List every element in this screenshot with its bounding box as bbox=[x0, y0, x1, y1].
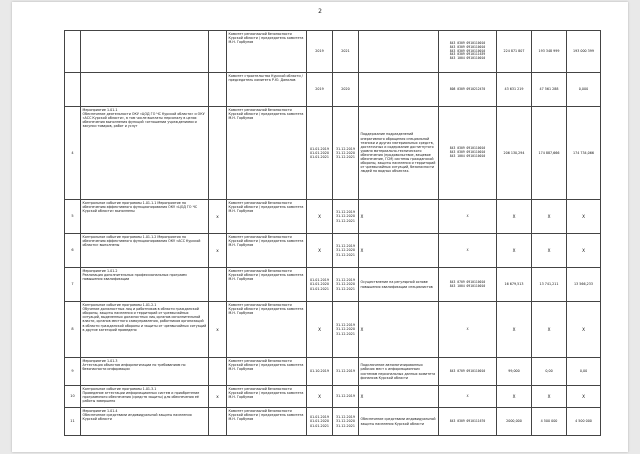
table-row bbox=[65, 386, 601, 408]
table-row bbox=[65, 234, 601, 268]
executor-cell: Комитет строительства Курской области / председатель комитета Р.Ю. Данилов bbox=[227, 73, 307, 107]
value-2019-cell: 99,000 bbox=[497, 358, 532, 386]
budget-code-cell: 808 0309 0910212470 bbox=[439, 73, 497, 107]
status-mark-cell: x bbox=[209, 302, 227, 358]
value-2019-cell: 43 631 219 bbox=[497, 73, 532, 107]
event-name-cell: Контрольное событие программы 1.01.3.1 Проведение аттестации информационных систем и приобретение программного обеспечения (средств защиты) для обеспечения её работы завершено bbox=[81, 386, 209, 408]
status-mark-cell bbox=[209, 73, 227, 107]
row-number-cell: 4 bbox=[65, 107, 81, 200]
value-2021-cell: X bbox=[567, 302, 601, 358]
end-date-cell: 31.12.2019 31.12.2020 31.12.2021 bbox=[333, 107, 359, 200]
status-mark-cell: x bbox=[209, 200, 227, 234]
start-date-cell: X bbox=[307, 200, 333, 234]
row-number-cell: 10 bbox=[65, 386, 81, 408]
table-row bbox=[65, 358, 601, 386]
value-2021-cell: 4 500 000 bbox=[567, 408, 601, 436]
row-number-cell: 7 bbox=[65, 268, 81, 302]
row-number-cell: 11 bbox=[65, 408, 81, 436]
end-date-cell: 31.12.2019 bbox=[333, 358, 359, 386]
value-2021-cell: X bbox=[567, 234, 601, 268]
page-number: 2 bbox=[318, 8, 322, 15]
start-date-cell: 2019 bbox=[307, 31, 333, 73]
row-number-cell: 8 bbox=[65, 302, 81, 358]
end-date-cell: 31.12.2019 31.12.2020 31.12.2021 bbox=[333, 268, 359, 302]
value-2020-cell: X bbox=[532, 302, 567, 358]
value-2019-cell: 2000,000 bbox=[497, 408, 532, 436]
document-page bbox=[12, 2, 628, 452]
event-name-cell bbox=[81, 31, 209, 73]
status-mark-cell bbox=[209, 268, 227, 302]
start-date-cell: 01.10.2019 bbox=[307, 358, 333, 386]
table-row bbox=[65, 408, 601, 436]
start-date-cell: 2019 bbox=[307, 73, 333, 107]
start-date-cell: X bbox=[307, 302, 333, 358]
expected-result-cell: X bbox=[359, 386, 439, 408]
event-name-cell: Мероприятие 1.01.3 Аттестация объектов информатизации по требованиям по безопасности информации bbox=[81, 358, 209, 386]
expected-result-cell bbox=[359, 31, 439, 73]
end-date-cell: 31.12.2019 31.12.2020 31.12.2021 bbox=[333, 408, 359, 436]
expected-result-cell bbox=[359, 73, 439, 107]
value-2020-cell: 193 348 999 bbox=[532, 31, 567, 73]
start-date-cell: 01.01.2019 01.01.2020 01.01.2021 bbox=[307, 408, 333, 436]
table-row bbox=[65, 31, 601, 73]
budget-code-cell: X bbox=[439, 302, 497, 358]
value-2021-cell: X bbox=[567, 200, 601, 234]
value-2021-cell: 193 000 399 bbox=[567, 31, 601, 73]
status-mark-cell bbox=[209, 31, 227, 73]
status-mark-cell bbox=[209, 408, 227, 436]
row-number-cell: 6 bbox=[65, 234, 81, 268]
value-2020-cell: 47 561 288 bbox=[532, 73, 567, 107]
budget-code-cell: X bbox=[439, 200, 497, 234]
expected-result-cell: X bbox=[359, 200, 439, 234]
value-2019-cell: X bbox=[497, 234, 532, 268]
status-mark-cell: x bbox=[209, 234, 227, 268]
value-2021-cell: X bbox=[567, 386, 601, 408]
start-date-cell: X bbox=[307, 234, 333, 268]
status-mark-cell bbox=[209, 358, 227, 386]
executor-cell: Комитет регионаьной безопасности Курской области / председатель комитета М.Н. Горбунов bbox=[227, 107, 307, 200]
status-mark-cell bbox=[209, 107, 227, 200]
value-2021-cell: 174 734,066 bbox=[567, 107, 601, 200]
value-2019-cell: X bbox=[497, 302, 532, 358]
event-name-cell bbox=[81, 73, 209, 107]
end-date-cell: 2021 bbox=[333, 31, 359, 73]
executor-cell: Комитет регионаьной безопасности Курской области / председатель комитета М.Н. Горбунов bbox=[227, 386, 307, 408]
event-name-cell: Мероприятие 1.01.2 Реализация дополнительных профессиональных программ повышения квалификации bbox=[81, 268, 209, 302]
value-2019-cell: X bbox=[497, 200, 532, 234]
expected-result-cell: Поддержание подразделений оперативного обращения специальной техники и других материальных средств, достаточных и содержание достигнутого уровня материально-технического обеспечения (продовольствие, вещевое обеспечение, ГСМ) системы гражданской обороны, защиты населения и территорий от чрезвычайных ситуаций, безопасности людей на водных объектах. bbox=[359, 107, 439, 200]
executor-cell: Комитет регионаьной безопасности Курской области / председатель комитета М.Н. Горбунов bbox=[227, 358, 307, 386]
value-2020-cell: 174 887,666 bbox=[532, 107, 567, 200]
table-row bbox=[65, 200, 601, 234]
executor-cell: Комитет регионаьной безопасности Курской области / председатель комитета М.Н. Горбунов bbox=[227, 408, 307, 436]
program-activities-table bbox=[64, 30, 601, 436]
budget-code-cell: 843 0309 0910110010 843 0309 0910110010 843 0309 0910110010 843 0309 0910111639 843 1004 0910110010 bbox=[439, 31, 497, 73]
executor-cell: Комитет регионаьной безопасности Курской области / председатель комитета М.Н. Горбунов bbox=[227, 268, 307, 302]
expected-result-cell: Обеспечение средствами индивидуальной защиты населения Курской области bbox=[359, 408, 439, 436]
executor-cell: Комитет регионаьной безопасности Курской области / председатель комитета М.Н. Горбунов bbox=[227, 234, 307, 268]
row-number-cell bbox=[65, 31, 81, 73]
start-date-cell: 01.01.2019 01.01.2020 01.01.2021 bbox=[307, 107, 333, 200]
budget-code-cell: 843 0709 0910110010 bbox=[439, 358, 497, 386]
budget-code-cell: 843 0309 0910111670 bbox=[439, 408, 497, 436]
value-2020-cell: X bbox=[532, 234, 567, 268]
executor-cell: Комитет регионаьной безопасности Курской области / председатель комитета М.Н. Горбунов bbox=[227, 200, 307, 234]
value-2019-cell: 206 130,294 bbox=[497, 107, 532, 200]
start-date-cell: X bbox=[307, 386, 333, 408]
value-2020-cell: 0,00 bbox=[532, 358, 567, 386]
value-2021-cell: 0,00 bbox=[567, 358, 601, 386]
executor-cell: Комитет регионаьной безопасности Курской области / председатель комитета М.Н. Горбунов bbox=[227, 31, 307, 73]
budget-code-cell: X bbox=[439, 386, 497, 408]
table-row bbox=[65, 73, 601, 107]
executor-cell: Комитет регионаьной безопасности Курской области / председатель комитета М.Н. Горбунов bbox=[227, 302, 307, 358]
event-name-cell: Мероприятие 1.01.1 Обеспечение деятельности ОКУ «ЦОД ГО ЧС Курской области» и ОКУ «АСС Курской области», в том числе выплаты персоналу в целях обеспечения выполнения функций «отношении учреждениями и закупки товаров, работ и услуг bbox=[81, 107, 209, 200]
end-date-cell: 2020 bbox=[333, 73, 359, 107]
value-2019-cell: X bbox=[497, 386, 532, 408]
value-2021-cell: 0,000 bbox=[567, 73, 601, 107]
end-date-cell: 31.12.2019 31.12.2020 31.12.2021 bbox=[333, 234, 359, 268]
status-mark-cell: x bbox=[209, 386, 227, 408]
budget-code-cell: X bbox=[439, 234, 497, 268]
event-name-cell: Контрольное событие программы 1.01.2.1 Обучение должностных лиц и работников в области гражданской обороны, защиты населения и территорий от чрезвычайных ситуаций, выделенных должностных лиц органов исполнительной власти, органов местного самоуправления, работников организаций в области гражданской обороны и защиты от чрезвычайных ситуаций в другие категорий проведено bbox=[81, 302, 209, 358]
expected-result-cell: Подключение автоматизированных рабочих мест к информационным системам персональных данных комитета финансов Курской области bbox=[359, 358, 439, 386]
value-2019-cell: 16 679,513 bbox=[497, 268, 532, 302]
table-row bbox=[65, 268, 601, 302]
event-name-cell: Контрольное событие программы 1.01.1.2 Мероприятия по обеспечению эффективного функционирования ОКУ «АСС Курской области» выполнены bbox=[81, 234, 209, 268]
value-2020-cell: X bbox=[532, 200, 567, 234]
row-number-cell bbox=[65, 73, 81, 107]
end-date-cell: 31.12.2019 31.12.2020 31.12.2021 bbox=[333, 302, 359, 358]
budget-code-cell: 843 0309 0910110010 843 0309 0910110010 843 1004 0910110010 bbox=[439, 107, 497, 200]
table-row bbox=[65, 302, 601, 358]
value-2019-cell: 224 871 807 bbox=[497, 31, 532, 73]
event-name-cell: Мероприятие 1.01.4 Обеспечение средствами индивидуальной защиты населения Курской области bbox=[81, 408, 209, 436]
event-name-cell: Контрольное событие программы 1.01.1.1 Мероприятие по обеспечению эффективного функционирования ОКУ «ЦОД ГО ЧС Курской области» выполнены bbox=[81, 200, 209, 234]
start-date-cell: 01.01.2019 01.01.2020 01.01.2021 bbox=[307, 268, 333, 302]
row-number-cell: 9 bbox=[65, 358, 81, 386]
end-date-cell: 31.12.2019 bbox=[333, 386, 359, 408]
row-number-cell: 5 bbox=[65, 200, 81, 234]
value-2021-cell: 13 566,233 bbox=[567, 268, 601, 302]
value-2020-cell: X bbox=[532, 386, 567, 408]
table-row bbox=[65, 107, 601, 200]
expected-result-cell: X bbox=[359, 234, 439, 268]
value-2020-cell: 13 741,211 bbox=[532, 268, 567, 302]
expected-result-cell: X bbox=[359, 302, 439, 358]
end-date-cell: 31.12.2019 31.12.2020 31.12.2021 bbox=[333, 200, 359, 234]
expected-result-cell: Осуществление на регулярной основе повышения квалификации специалистов bbox=[359, 268, 439, 302]
value-2020-cell: 4 500 000 bbox=[532, 408, 567, 436]
budget-code-cell: 843 0709 0910110010 843 1004 0910110010 bbox=[439, 268, 497, 302]
